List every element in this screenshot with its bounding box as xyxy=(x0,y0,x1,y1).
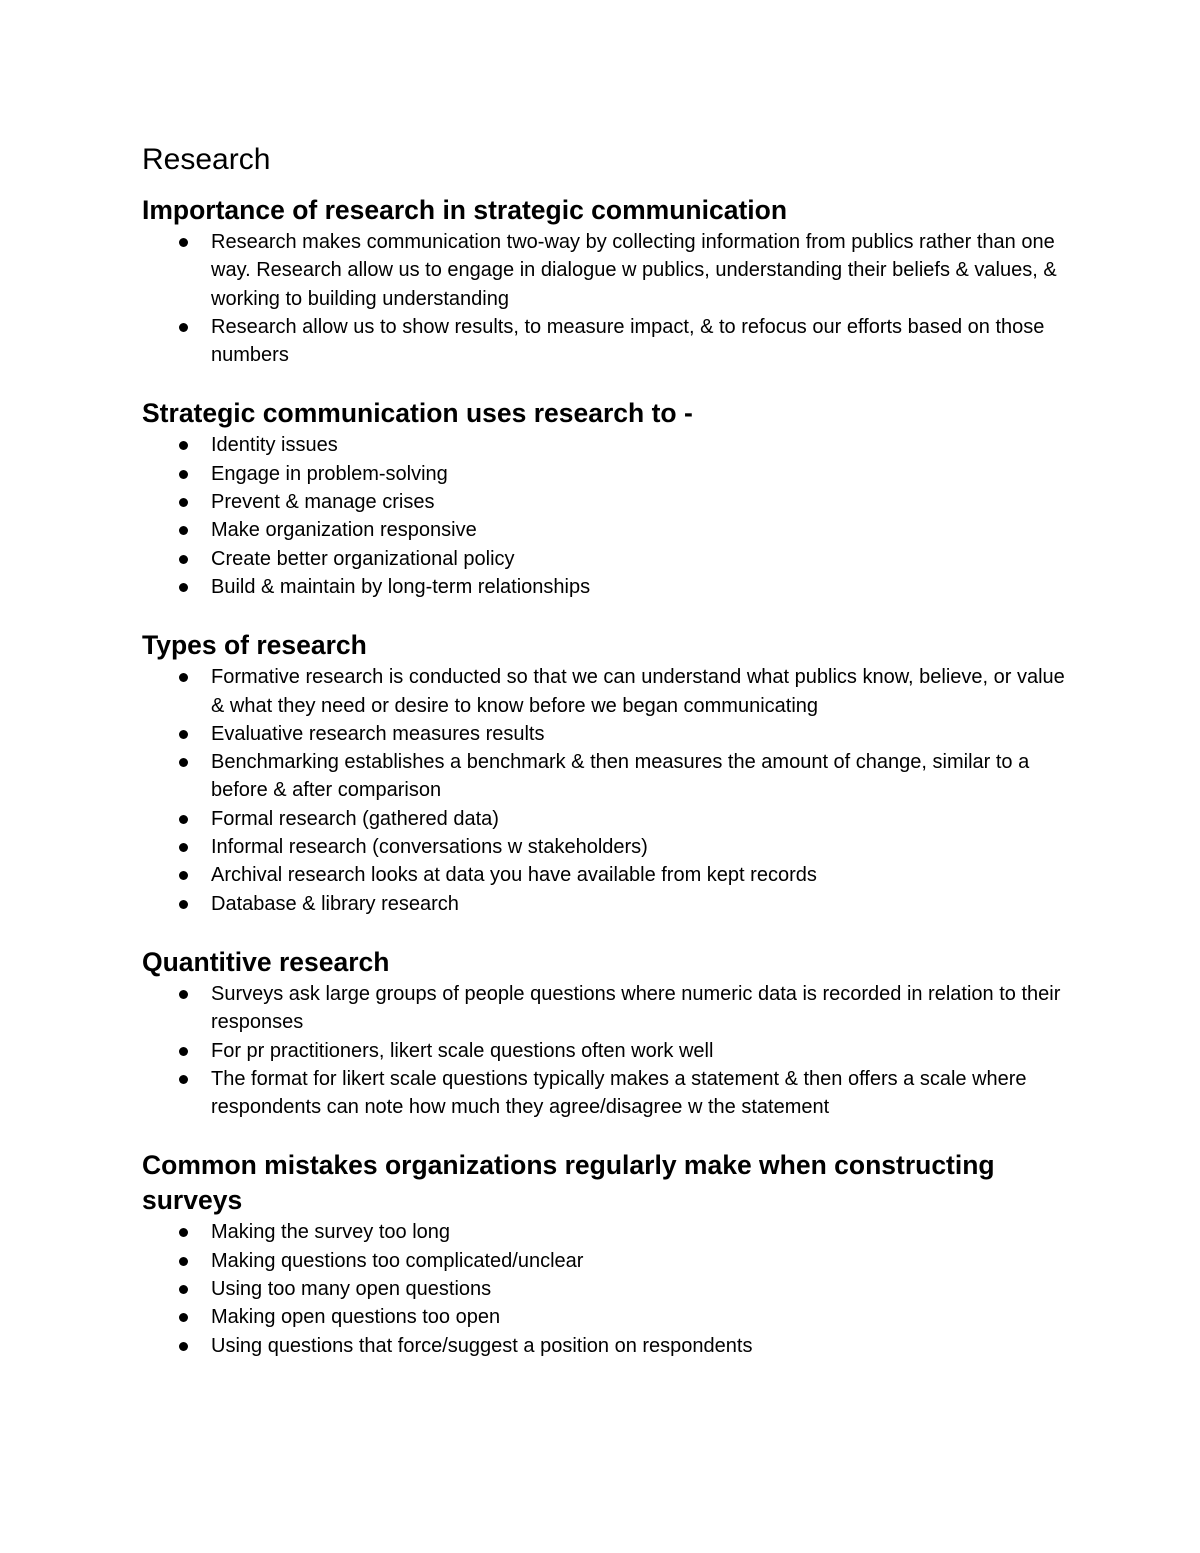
list-item-text: The format for likert scale questions typically makes a statement & then offers a scale where respondents can note how much they agree/disagree w the statement xyxy=(211,1067,1027,1119)
section-common-mistakes xyxy=(142,1148,1072,1359)
bullet-list xyxy=(142,663,1072,918)
bullet-icon xyxy=(179,1257,188,1266)
bullet-icon xyxy=(179,843,188,852)
list-item-text: Making open questions too open xyxy=(211,1306,501,1329)
document-body xyxy=(142,140,1072,1360)
list-item-text: Evaluative research measures results xyxy=(211,722,545,745)
list-item xyxy=(142,663,1072,720)
bullet-icon xyxy=(179,470,188,479)
bullet-icon xyxy=(179,498,188,507)
section-uses-of-research xyxy=(142,396,1072,601)
list-item-text: Making questions too complicated/unclear xyxy=(211,1249,584,1272)
list-item-text: Archival research looks at data you have available from kept records xyxy=(211,864,817,887)
list-item-text: Making the survey too long xyxy=(211,1221,451,1244)
section-heading: Common mistakes organizations regularly make when constructing surveys xyxy=(142,1150,995,1216)
list-item xyxy=(142,890,1072,918)
bullet-icon xyxy=(179,871,188,880)
list-item xyxy=(142,573,1072,601)
list-item xyxy=(142,748,1072,805)
list-item xyxy=(142,460,1072,488)
bullet-icon xyxy=(179,900,188,909)
list-item-text: Using questions that force/suggest a position on respondents xyxy=(211,1334,753,1357)
bullet-icon xyxy=(179,673,188,682)
list-item-text: Research makes communication two-way by collecting information from publics rather than one way. Research allow us to engage in dialogue w publics, understanding their beliefs & values, & working to building understanding xyxy=(211,231,1057,310)
list-item-text: Formative research is conducted so that we can understand what publics know, believe, or value & what they need or desire to know before we began communicating xyxy=(211,666,1065,717)
bullet-icon xyxy=(179,238,188,247)
bullet-icon xyxy=(179,555,188,564)
list-item xyxy=(142,1065,1072,1122)
bullet-icon xyxy=(179,1285,188,1294)
document-title: Research xyxy=(142,143,271,176)
section-heading: Importance of research in strategic communication xyxy=(142,195,788,225)
bullet-icon xyxy=(179,730,188,739)
list-item-text: For pr practitioners, likert scale questions often work well xyxy=(211,1039,714,1062)
list-item-text: Research allow us to show results, to measure impact, & to refocus our efforts based on those numbers xyxy=(211,315,1045,367)
bullet-icon xyxy=(179,1342,188,1351)
bullet-icon xyxy=(179,990,188,999)
bullet-icon xyxy=(179,1313,188,1322)
list-item-text: Informal research (conversations w stakeholders) xyxy=(211,836,648,859)
bullet-icon xyxy=(179,815,188,824)
list-item xyxy=(142,1247,1072,1275)
bullet-icon xyxy=(179,1047,188,1056)
list-item-text: Make organization responsive xyxy=(211,519,477,542)
list-item xyxy=(142,516,1072,544)
bullet-icon xyxy=(179,1228,188,1237)
list-item xyxy=(142,720,1072,748)
list-item-text: Benchmarking establishes a benchmark & then measures the amount of change, similar to a before & after comparison xyxy=(211,751,1030,802)
list-item xyxy=(142,805,1072,833)
bullet-icon xyxy=(179,583,188,592)
list-item-text: Engage in problem-solving xyxy=(211,462,448,485)
list-item-text: Create better organizational policy xyxy=(211,547,515,570)
list-item xyxy=(142,1332,1072,1360)
list-item-text: Identity issues xyxy=(211,434,338,457)
list-item xyxy=(142,833,1072,861)
bullet-icon xyxy=(179,441,188,450)
list-item xyxy=(142,980,1072,1037)
list-item-text: Using too many open questions xyxy=(211,1278,492,1301)
bullet-list xyxy=(142,431,1072,601)
section-types-of-research xyxy=(142,628,1072,918)
list-item xyxy=(142,313,1072,370)
list-item xyxy=(142,545,1072,573)
bullet-icon xyxy=(179,526,188,535)
bullet-list xyxy=(142,228,1072,369)
list-item-text: Database & library research xyxy=(211,892,459,915)
bullet-list xyxy=(142,980,1072,1121)
list-item xyxy=(142,488,1072,516)
list-item xyxy=(142,861,1072,889)
bullet-icon xyxy=(179,323,188,332)
list-item xyxy=(142,1037,1072,1065)
section-heading: Strategic communication uses research to - xyxy=(142,398,693,429)
bullet-icon xyxy=(179,758,188,767)
list-item xyxy=(142,228,1072,313)
list-item-text: Formal research (gathered data) xyxy=(211,807,499,830)
list-item xyxy=(142,431,1072,459)
list-item-text: Surveys ask large groups of people questions where numeric data is recorded in relation to their responses xyxy=(211,982,1061,1034)
section-importance-of-research xyxy=(142,193,1072,369)
list-item xyxy=(142,1275,1072,1303)
list-item-text: Prevent & manage crises xyxy=(211,491,435,514)
bullet-list xyxy=(142,1218,1072,1359)
bullet-icon xyxy=(179,1075,188,1084)
section-heading: Quantitive research xyxy=(142,946,390,977)
section-heading: Types of research xyxy=(142,630,367,661)
list-item xyxy=(142,1303,1072,1331)
section-quantitive-research xyxy=(142,945,1072,1121)
list-item-text: Build & maintain by long-term relationships xyxy=(211,575,591,598)
list-item xyxy=(142,1218,1072,1246)
